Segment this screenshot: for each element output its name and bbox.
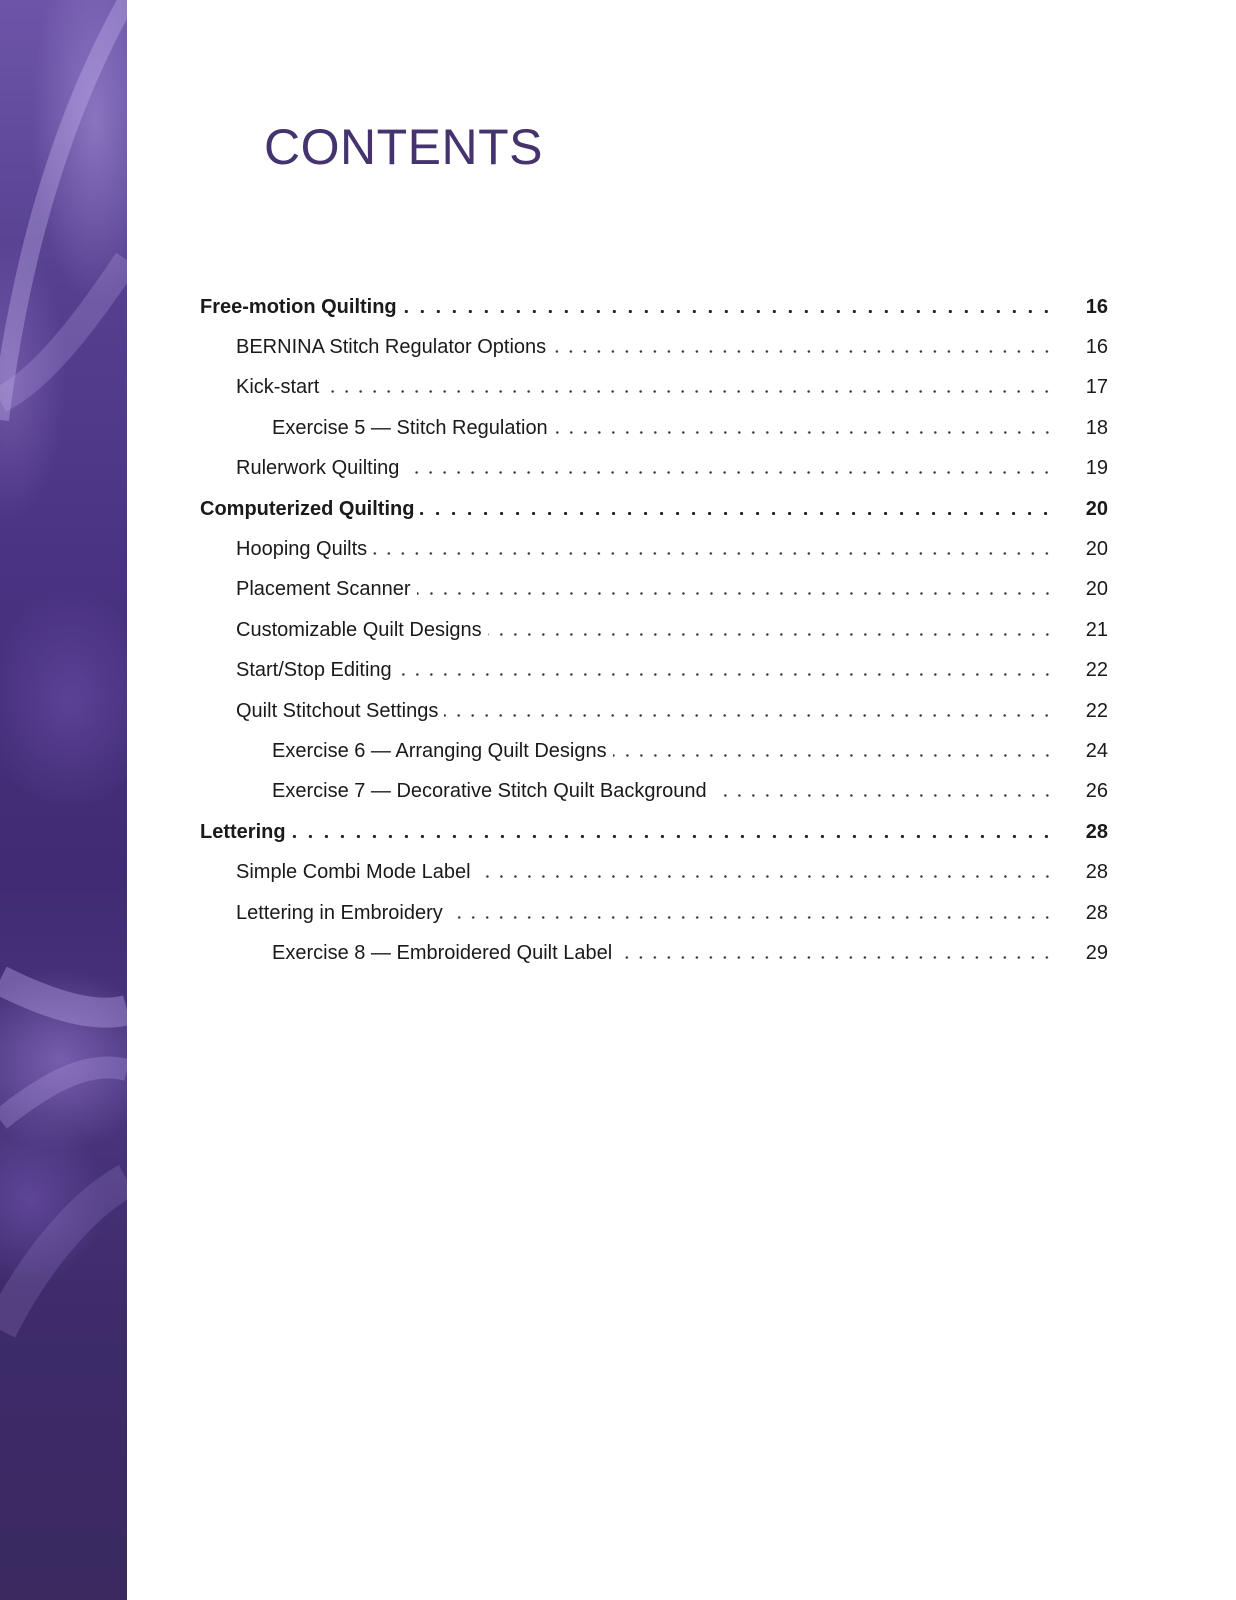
toc-entry-label: Free-motion Quilting bbox=[200, 295, 397, 318]
toc-entry-page-number: 24 bbox=[1085, 739, 1108, 762]
dot-leader bbox=[444, 714, 1054, 717]
page-title: CONTENTS bbox=[264, 119, 543, 175]
toc-entry[interactable] bbox=[200, 610, 1108, 650]
toc-entry[interactable] bbox=[200, 327, 1108, 367]
dot-leader bbox=[420, 512, 1054, 515]
toc-entry-label: Quilt Stitchout Settings bbox=[236, 699, 439, 722]
toc-entry-label: Lettering bbox=[200, 820, 286, 843]
toc-entry-label: Kick-start bbox=[236, 376, 320, 399]
dot-leader bbox=[552, 350, 1054, 353]
toc-entry[interactable] bbox=[200, 651, 1108, 691]
dot-leader bbox=[449, 916, 1054, 919]
toc-entry[interactable] bbox=[200, 691, 1108, 731]
dot-leader bbox=[554, 431, 1054, 434]
toc-entry[interactable] bbox=[200, 449, 1108, 489]
toc-entry[interactable] bbox=[200, 731, 1108, 771]
dot-leader bbox=[618, 956, 1054, 959]
toc-entry[interactable] bbox=[200, 812, 1108, 852]
dot-leader bbox=[488, 633, 1054, 636]
toc-entry-label: Computerized Quilting bbox=[200, 497, 415, 520]
toc-entry-page-number: 19 bbox=[1085, 457, 1108, 480]
toc-entry-page-number: 28 bbox=[1085, 901, 1108, 924]
toc-entry-page-number: 18 bbox=[1085, 416, 1108, 439]
dot-leader bbox=[325, 390, 1054, 393]
toc-entry-page-number: 16 bbox=[1085, 336, 1108, 359]
toc-entry-label: Lettering in Embroidery bbox=[236, 901, 443, 924]
toc-entry-label: Start/Stop Editing bbox=[236, 659, 392, 682]
toc-entry-page-number: 20 bbox=[1085, 538, 1108, 561]
dot-leader bbox=[713, 794, 1054, 797]
dot-leader bbox=[373, 552, 1054, 555]
dot-leader bbox=[292, 835, 1054, 838]
toc-entry[interactable] bbox=[200, 893, 1108, 933]
toc-entry[interactable] bbox=[200, 368, 1108, 408]
toc-entry-page-number: 28 bbox=[1085, 861, 1108, 884]
toc-entry-page-number: 29 bbox=[1085, 941, 1108, 964]
toc-entry-page-number: 22 bbox=[1085, 659, 1108, 682]
toc-entry-page-number: 28 bbox=[1085, 820, 1108, 843]
dot-leader bbox=[417, 592, 1054, 595]
toc-entry-page-number: 22 bbox=[1085, 699, 1108, 722]
toc-entry[interactable] bbox=[200, 287, 1108, 327]
toc-entry-label: Exercise 5 — Stitch Regulation bbox=[272, 416, 548, 439]
toc-entry-page-number: 26 bbox=[1085, 780, 1108, 803]
toc-entry-label: Placement Scanner bbox=[236, 578, 411, 601]
toc-entry-label: Customizable Quilt Designs bbox=[236, 618, 482, 641]
dot-leader bbox=[398, 673, 1054, 676]
toc-entry-label: Exercise 6 — Arranging Quilt Designs bbox=[272, 739, 607, 762]
toc-entry-page-number: 17 bbox=[1085, 376, 1108, 399]
dot-leader bbox=[477, 875, 1054, 878]
toc-entry[interactable] bbox=[200, 408, 1108, 448]
toc-entry-page-number: 16 bbox=[1085, 295, 1108, 318]
toc-entry-label: Simple Combi Mode Label bbox=[236, 861, 471, 884]
toc-entry-page-number: 20 bbox=[1085, 497, 1108, 520]
toc-entry[interactable] bbox=[200, 852, 1108, 892]
toc-entry-label: Exercise 8 — Embroidered Quilt Label bbox=[272, 941, 613, 964]
silk-swirl-graphic bbox=[0, 0, 127, 1600]
toc-entry-label: Hooping Quilts bbox=[236, 538, 368, 561]
toc-entry[interactable] bbox=[200, 933, 1108, 973]
toc-entry[interactable] bbox=[200, 529, 1108, 569]
table-of-contents bbox=[200, 287, 1108, 974]
dot-leader bbox=[613, 754, 1054, 757]
toc-entry-label: Rulerwork Quilting bbox=[236, 457, 400, 480]
toc-entry[interactable] bbox=[200, 570, 1108, 610]
dot-leader bbox=[405, 471, 1054, 474]
toc-entry-label: Exercise 7 — Decorative Stitch Quilt Background bbox=[272, 780, 707, 803]
decorative-side-band bbox=[0, 0, 127, 1600]
toc-entry[interactable] bbox=[200, 489, 1108, 529]
toc-entry[interactable] bbox=[200, 772, 1108, 812]
toc-entry-page-number: 20 bbox=[1085, 578, 1108, 601]
toc-entry-page-number: 21 bbox=[1085, 618, 1108, 641]
toc-entry-label: BERNINA Stitch Regulator Options bbox=[236, 336, 547, 359]
dot-leader bbox=[403, 310, 1054, 313]
